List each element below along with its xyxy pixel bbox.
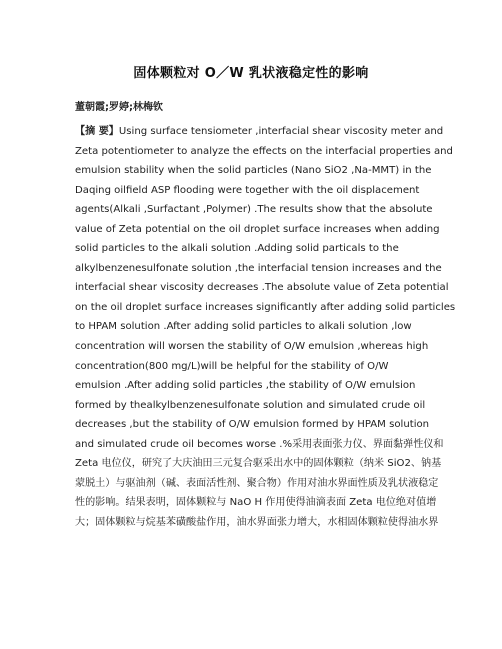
abstract-line: agents(Alkali ,Surfactant ,Polymer) .The results show that the absolute (75, 204, 433, 216)
abstract-line: Zeta 电位仪，研究了大庆油田三元复合驱采出水中的固体颗粒（纳米 SiO2、钠基 (75, 458, 442, 470)
abstract-block (75, 122, 456, 532)
author-list: 董朝霞;罗婷;林梅钦 (75, 102, 163, 113)
abstract-line: formed by thealkylbenzenesulfonate solution and simulated crude oil (75, 399, 426, 411)
abstract-line: solid particles to the alkali solution .Adding solid particals to the (75, 243, 399, 255)
abstract-line: on the oil droplet surface increases significantly after adding solid particles (75, 301, 456, 313)
abstract-text: Using surface tensiometer ,interfacial shear viscosity meter and (118, 126, 444, 137)
abstract-line: concentration(800 mg/L)will be helpful for the stability of O/W (75, 360, 389, 372)
abstract-label: 【摘 要】 (75, 126, 119, 137)
abstract-line: emulsion .After adding solid particles ,the stability of O/W emulsion (75, 380, 416, 392)
abstract-line (75, 122, 444, 142)
abstract-line: 性的影响。结果表明，固体颗粒与 NaO H 作用使得油滴表面 Zeta 电位绝对值增 (75, 497, 437, 509)
abstract-line: 蒙脱土）与驱油剂（碱、表面活性剂、聚合物）作用对油水界面性质及乳状液稳定 (75, 477, 439, 489)
paper-title: 固体颗粒对 O／W 乳状液稳定性的影响 (133, 66, 369, 81)
abstract-line: and simulated crude oil becomes worse .%采用表面张力仪、界面黏弹性仪和 (75, 438, 444, 450)
abstract-line: to HPAM solution .After adding solid particles to alkali solution ,low (75, 321, 412, 333)
abstract-line: Daqing oilfield ASP flooding were together with the oil displacement (75, 184, 420, 196)
abstract-line: value of Zeta potential on the oil droplet surface increases when adding (75, 223, 440, 235)
abstract-line: decreases ,but the stability of O/W emulsion formed by HPAM solution (75, 419, 430, 431)
abstract-line: 大；固体颗粒与烷基苯磺酸盐作用，油水界面张力增大，水相固体颗粒使得油水界 (75, 516, 439, 528)
abstract-line: alkylbenzenesulfonate solution ,the interfacial tension increases and the (75, 262, 442, 274)
abstract-line: interfacial shear viscosity decreases .The absolute value of Zeta potential (75, 282, 449, 294)
abstract-line: concentration will worsen the stability of O/W emulsion ,whereas high (75, 341, 429, 353)
abstract-line: Zeta potentiometer to analyze the effects on the interfacial properties and (75, 145, 453, 157)
abstract-line: emulsion stability when the solid particles (Nano SiO2 ,Na-MMT) in the (75, 165, 432, 177)
